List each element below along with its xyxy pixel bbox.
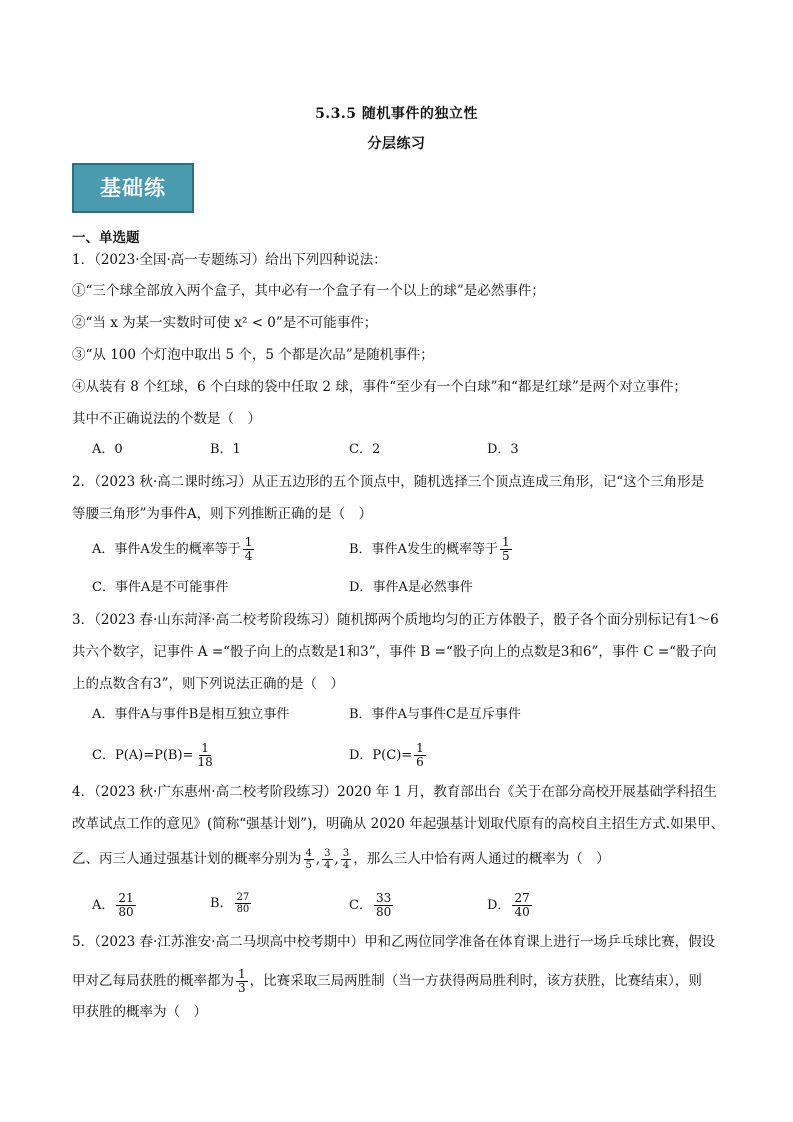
fraction-numerator: 1 [238,967,246,981]
q1-stem: 1．（2023·全国·高一专题练习）给出下列四种说法： [72,252,387,268]
q2-option-b-fraction [500,536,512,563]
fraction-denominator: 40 [514,905,530,919]
q4-stem-suffix: ，那么三人中恰有两人通过的概率为（ ） [353,851,610,867]
q1-option-d: D．3 [487,442,519,457]
q1-item-1: ①“三个球全部放入两个盒子，其中必有一个盒子有一个以上的球”是必然事件； [72,283,545,299]
q4-fraction-1 [304,848,314,871]
q5-stem-line-1: 5．（2023 春·江苏淮安·高二马坝高中校考期中）甲和乙两位同学准备在体育课上进行一场乒乓球比赛，假设 [72,934,716,950]
q1-item-3: ③“从 100 个灯泡中取出 5 个，5 个都是次品”是随机事件； [72,347,434,363]
fraction-numerator: 21 [118,891,134,905]
q4-option-c [349,892,395,919]
fraction-numerator: 27 [514,891,530,905]
q4-stem-prefix: 乙、丙三人通过强基计划的概率分别为 [72,851,302,867]
q2-option-a [92,536,256,563]
q5-fraction [236,968,248,995]
q1-item-5: 其中不正确说法的个数是（ ） [72,411,261,427]
q1-item-4: ④从装有 8 个红球，6 个白球的袋中任取 2 球，事件“至少有一个白球”和“都是红球”是两个对立事件； [72,379,687,395]
fraction-numerator: 3 [324,848,331,859]
q4-option-d-fraction [512,892,531,919]
q4-fraction-2 [322,848,332,871]
q5-stem-line-2 [72,968,702,995]
q4-option-a-label: A． [92,898,115,913]
q4-stem-line-1: 4．（2023 秋·广东惠州·高二校考阶段练习）2020 年 1 月，教育部出台《关于在部分高校开展基础学科招生 [72,784,717,800]
fraction-denominator: 4 [244,549,253,563]
q4-option-a-fraction [116,892,135,919]
section-heading: 一、单选题 [72,230,140,246]
q4-stem-line-3: 乙、丙三人通过强基计划的概率分别为 $\frac{4}{5}$ , $\frac{3}{4}$ , $\frac{3}{4}$ ，那么三人中恰有两人通过的概率为（ ） [72,848,610,871]
fraction-denominator: 80 [118,905,134,919]
q4-option-d [487,892,534,919]
q2-option-b-text: B．事件A发生的概率等于 [349,542,498,557]
fraction-denominator: 5 [501,549,510,563]
q3-option-b: B．事件A与事件C是互斥事件 [349,707,521,722]
fraction-denominator: 80 [375,905,392,919]
q5-stem-line-3: 甲获胜的概率为（ ） [72,1004,207,1020]
q3-option-c-text: C．P(A)=P(B)= [92,748,194,763]
q3-option-d-fraction [414,742,426,769]
q4-option-b [210,892,253,915]
q4-option-c-fraction [374,892,393,919]
fraction-numerator: 1 [201,741,209,755]
fraction-numerator: 1 [244,535,253,549]
q1-option-b: B．1 [210,442,241,457]
fraction-numerator: 1 [501,535,510,549]
q4-option-c-label: C． [349,898,372,913]
page-subtitle: 分层练习 [367,136,426,152]
q3-stem-line-3: 上的点数含有3”，则下列说法正确的是（ ） [72,676,344,692]
q4-option-b-fraction [235,892,252,915]
page-title: 5.3.5 随机事件的独立性 [315,106,478,122]
q2-option-c: C．事件A是不可能事件 [92,580,229,595]
fraction-denominator: 3 [238,981,246,995]
q4-option-b-label: B． [210,896,233,911]
fraction-numerator: 27 [236,892,250,903]
q2-option-a-text: A．事件A发生的概率等于 [92,542,241,557]
fraction-denominator: 6 [416,755,424,769]
q2-option-d: D．事件A是必然事件 [349,580,473,595]
q3-option-c [92,742,217,769]
q5-stem-suffix: ，比赛采取三局两胜制（当一方获得两局胜利时，该方获胜，比赛结束），则 [249,973,702,989]
q2-stem-line-2: 等腰三角形”为事件A，则下列推断正确的是（ ） [72,506,373,522]
q2-option-b [349,536,514,563]
fraction-numerator: 4 [305,848,312,859]
q3-option-d [349,742,428,769]
q2-stem-line-1: 2．（2023 秋·高二课时练习）从正五边形的五个顶点中，随机选择三个顶点连成三角形，记“这个三角形是 [72,474,705,490]
q2-option-a-fraction [243,536,255,563]
fraction-denominator: 4 [342,860,350,871]
fraction-numerator: 33 [375,891,392,905]
q3-stem-line-2: 共六个数字，记事件 A =“骰子向上的点数是1和3”，事件 B =“骰子向上的点数是3和6”，事件 C =“骰子向 [72,644,717,660]
q3-option-d-text: D．P(C)= [349,748,413,763]
q5-stem-prefix: 甲对乙每局获胜的概率都为 [72,973,234,989]
q1-option-c: C．2 [349,442,381,457]
q3-option-c-fraction [195,742,214,769]
fraction-numerator: 1 [416,741,424,755]
q1-option-a: A．0 [92,442,123,457]
fraction-denominator: 5 [305,860,312,871]
section-badge: 基础练 [72,163,194,213]
fraction-denominator: 80 [236,904,250,915]
q3-stem-line-1: 3．（2023 春·山东菏泽·高二校考阶段练习）随机掷两个质地均匀的正方体骰子，骰子各个面分别标记有1～6 [72,612,719,628]
fraction-denominator: 4 [324,860,331,871]
fraction-denominator: 18 [197,755,213,769]
fraction-numerator: 3 [342,848,350,859]
q4-stem-line-2: 改革试点工作的意见》(简称“强基计划”)，明确从 2020 年起强基计划取代原有的高校自主招生方式.如果甲、 [72,816,725,832]
q4-option-d-label: D． [487,898,511,913]
q4-fraction-3 [341,848,351,871]
q3-option-a: A．事件A与事件B是相互独立事件 [92,707,290,722]
q4-option-a [92,892,138,919]
q1-item-2: ②“当 x 为某一实数时可使 x² < 0”是不可能事件； [72,315,378,331]
